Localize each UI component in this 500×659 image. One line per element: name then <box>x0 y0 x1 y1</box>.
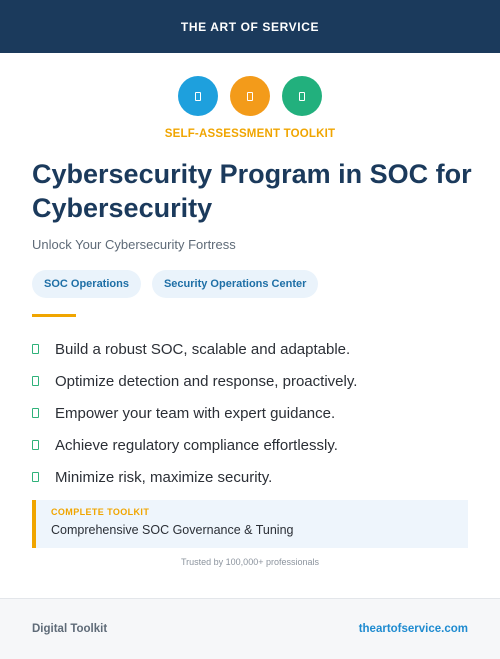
check-icon <box>32 440 39 450</box>
brand-name: THE ART OF SERVICE <box>180 19 320 34</box>
trust-line: Trusted by 100,000+ professionals <box>180 557 319 567</box>
feature-text: Empower your team with expert guidance. <box>55 404 336 422</box>
document-icon <box>230 76 270 116</box>
feature-list <box>32 333 472 493</box>
icon-row <box>0 76 500 116</box>
check-icon <box>32 344 39 354</box>
footer-product-label: Digital Toolkit <box>32 623 108 635</box>
subtitle: Unlock Your Cybersecurity Fortress <box>32 237 236 252</box>
document-icon <box>178 76 218 116</box>
feature-text: Achieve regulatory compliance effortlessly. <box>55 436 338 454</box>
list-item <box>32 429 472 461</box>
footer-website-link[interactable]: theartofservice.com <box>358 623 468 635</box>
feature-text: Optimize detection and response, proactively. <box>55 372 358 390</box>
tag-soc-operations: SOC Operations <box>32 270 141 298</box>
tag-list <box>32 270 318 298</box>
accent-divider <box>32 314 76 317</box>
kicker-label: SELF-ASSESSMENT TOOLKIT <box>164 128 336 140</box>
document-icon <box>282 76 322 116</box>
list-item <box>32 333 472 365</box>
header-bar <box>0 0 500 53</box>
feature-text: Build a robust SOC, scalable and adaptable. <box>55 340 351 358</box>
list-item <box>32 397 472 429</box>
page-title: Cybersecurity Program in SOC for Cybersecurity <box>32 159 472 223</box>
toolkit-callout <box>32 500 468 548</box>
list-item <box>32 461 472 493</box>
check-icon <box>32 376 39 386</box>
list-item <box>32 365 472 397</box>
callout-text: Comprehensive SOC Governance & Tuning <box>51 523 294 537</box>
tag-security-operations-center: Security Operations Center <box>152 270 318 298</box>
feature-text: Minimize risk, maximize security. <box>55 468 273 486</box>
check-icon <box>32 408 39 418</box>
check-icon <box>32 472 39 482</box>
callout-label: COMPLETE TOOLKIT <box>51 507 150 517</box>
footer-bar <box>0 598 500 659</box>
